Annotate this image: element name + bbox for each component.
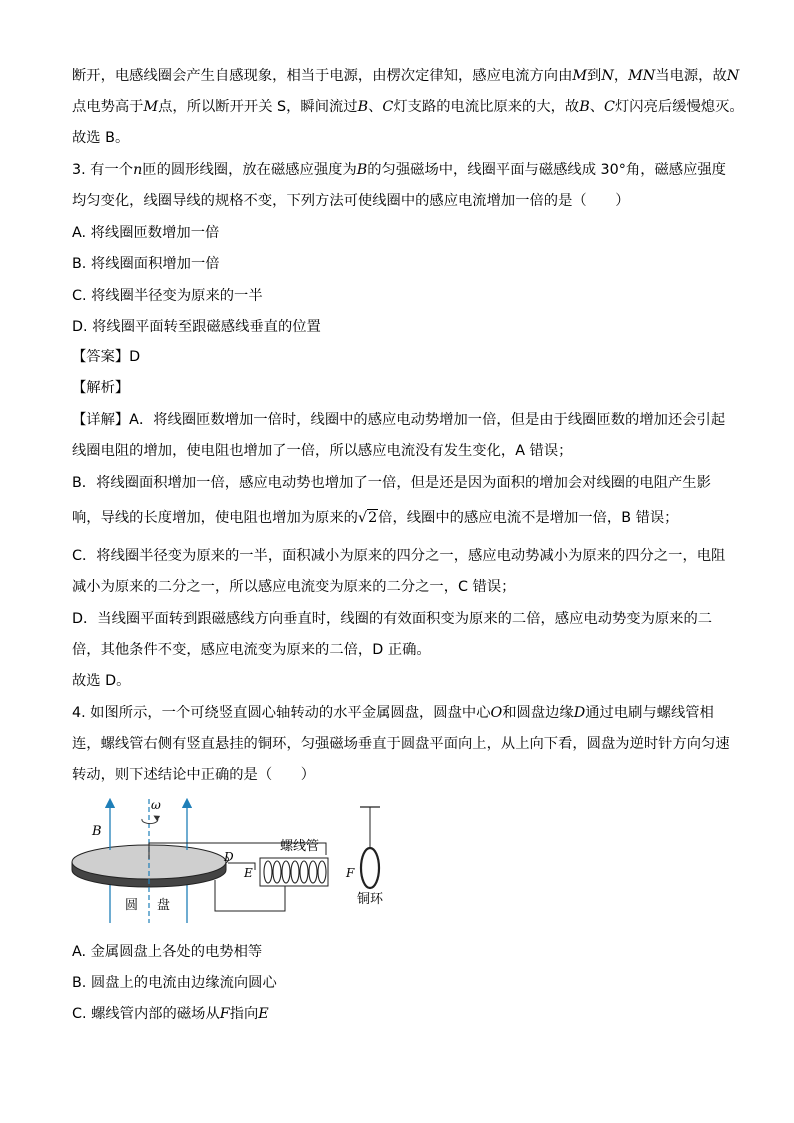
q3-option-a: A. 将线圈匝数增加一倍 — [72, 225, 220, 241]
label-d: D — [224, 850, 234, 864]
q4-option-a: A. 金属圆盘上各处的电势相等 — [72, 944, 263, 960]
label-ring: 铜环 — [357, 892, 384, 907]
q3-stem-line-1: 3. 有一个n匝的圆形线圈，放在磁感应强度为B的匀强磁场中，线圈平面与磁感线成 30°角，磁感应强度 — [72, 162, 726, 178]
prev-solution-line-1: 断开，电感线圈会产生自感现象，相当于电源，由楞次定律知，感应电流方向由M到N，MN当电源，故N — [72, 68, 740, 84]
q4-option-b: B. 圆盘上的电流由边缘流向圆心 — [72, 975, 277, 991]
q3-analysis-b-2: 响，导线的长度增加，使电阻也增加为原来的√2倍，线圈中的感应电流不是增加一倍，B 错误； — [72, 510, 679, 526]
q3-analysis-c-1: C．将线圈半径变为原来的一半，面积减小为原来的四分之一，感应电动势减小为原来的四分之一，电阻 — [72, 548, 726, 564]
label-disk-2: 盘 — [157, 898, 171, 913]
q4-stem-line-2: 连，螺线管右侧有竖直悬挂的铜环，匀强磁场垂直于圆盘平面向上，从上向下看，圆盘为逆时针方向匀速 — [72, 736, 730, 752]
prev-choose: 故选 B。 — [72, 130, 130, 146]
disk-solenoid-figure — [70, 795, 400, 925]
label-f: F — [346, 866, 355, 880]
q4-option-c: C. 螺线管内部的磁场从F指向E — [72, 1006, 269, 1022]
sqrt-symbol: √2 — [357, 510, 378, 526]
q3-option-d: D. 将线圈平面转至跟磁感线垂直的位置 — [72, 319, 321, 335]
q3-choose: 故选 D。 — [72, 673, 131, 689]
q4-stem-line-1: 4. 如图所示，一个可绕竖直圆心轴转动的水平金属圆盘，圆盘中心O和圆盘边缘D通过电刷与螺线管相 — [72, 705, 714, 721]
prev-solution-line-2: 点电势高于M点，所以断开开关 S，瞬间流过B、C灯支路的电流比原来的大，故B、C灯闪亮后缓慢熄灭。 — [72, 99, 744, 115]
q3-analysis-d-1: D．当线圈平面转到跟磁感线方向垂直时，线圈的有效面积变为原来的二倍，感应电动势变为原来的二 — [72, 611, 713, 627]
q3-stem-line-2: 均匀变化，线圈导线的规格不变，下列方法可使线圈中的感应电流增加一倍的是（ ） — [72, 193, 630, 209]
label-e: E — [244, 866, 253, 880]
copper-ring — [361, 848, 379, 888]
q3-analysis-a-2: 线圈电阻的增加，使电阻也增加了一倍，所以感应电流没有发生变化，A 错误； — [72, 443, 573, 459]
label-omega: ω — [151, 798, 161, 812]
label-b: B — [92, 824, 102, 839]
q3-option-c: C. 将线圈半径变为原来的一半 — [72, 288, 263, 304]
q4-stem-line-3: 转动，则下述结论中正确的是（ ） — [72, 767, 316, 783]
q3-option-b: B. 将线圈面积增加一倍 — [72, 256, 220, 272]
q3-analysis-c-2: 减小为原来的二分之一，所以感应电流变为原来的二分之一，C 错误； — [72, 579, 516, 595]
q3-analysis-d-2: 倍，其他条件不变，感应电流变为原来的二倍，D 正确。 — [72, 642, 431, 658]
q3-analysis-a-1: 【详解】A．将线圈匝数增加一倍时，线圈中的感应电动势增加一倍，但是由于线圈匝数的增加还会引起 — [72, 412, 726, 428]
q3-analysis-title: 【解析】 — [72, 380, 130, 396]
label-disk-1: 圆 — [125, 898, 139, 913]
rotation-arrow-icon — [142, 817, 158, 824]
q3-analysis-b-1: B．将线圈面积增加一倍，感应电动势也增加了一倍，但是还是因为面积的增加会对线圈的电阻产生影 — [72, 475, 711, 491]
label-solenoid: 螺线管 — [280, 839, 320, 854]
q3-answer: 【答案】D — [72, 349, 141, 365]
